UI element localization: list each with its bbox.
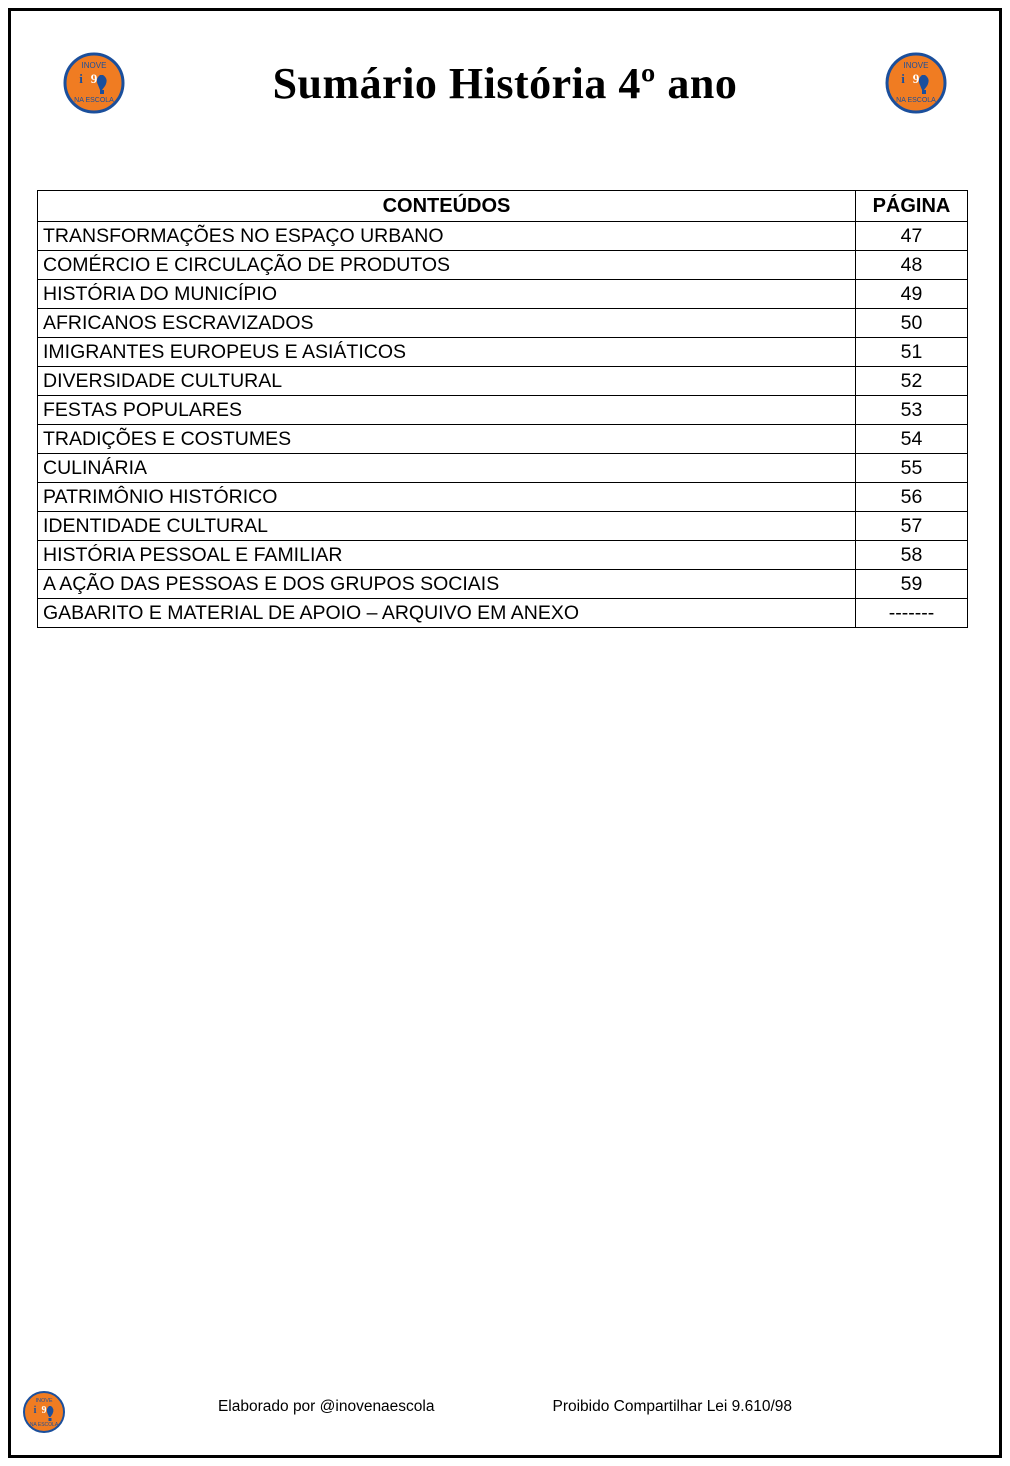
svg-text:NA ESCOLA: NA ESCOLA — [896, 97, 936, 104]
svg-text:NA ESCOLA: NA ESCOLA — [29, 1422, 59, 1428]
table-row — [38, 541, 968, 570]
svg-text:9: 9 — [41, 1405, 47, 1416]
table-row — [38, 599, 968, 628]
document-footer — [8, 1380, 1002, 1458]
row-page: 50 — [856, 309, 968, 338]
table-row — [38, 425, 968, 454]
row-page: 48 — [856, 251, 968, 280]
table-row — [38, 512, 968, 541]
row-content: TRANSFORMAÇÕES NO ESPAÇO URBANO — [38, 222, 856, 251]
row-content: PATRIMÔNIO HISTÓRICO — [38, 483, 856, 512]
row-page: 55 — [856, 454, 968, 483]
footer-credit: Elaborado por @inovenaescola — [217, 1398, 435, 1415]
column-header-content: CONTEÚDOS — [38, 191, 856, 222]
document-header — [8, 8, 1002, 158]
row-page: 57 — [856, 512, 968, 541]
row-content: GABARITO E MATERIAL DE APOIO – ARQUIVO EM ANEXO — [38, 599, 856, 628]
svg-text:i: i — [901, 71, 905, 86]
table-body — [38, 222, 968, 628]
page-title: Sumário História 4º ano — [272, 58, 738, 108]
summary-table — [37, 190, 968, 628]
lightbulb-badge-logo-right — [885, 52, 947, 114]
row-page: 47 — [856, 222, 968, 251]
svg-text:i: i — [33, 1405, 37, 1416]
row-content: AFRICANOS ESCRAVIZADOS — [38, 309, 856, 338]
footer-text-row — [8, 1398, 1002, 1416]
row-content: CULINÁRIA — [38, 454, 856, 483]
svg-text:INOVE: INOVE — [35, 1398, 53, 1404]
row-page: ------- — [856, 599, 968, 628]
table-header-row — [38, 191, 968, 222]
row-page: 51 — [856, 338, 968, 367]
svg-text:i: i — [79, 71, 83, 86]
row-content: HISTÓRIA PESSOAL E FAMILIAR — [38, 541, 856, 570]
row-page: 52 — [856, 367, 968, 396]
table-row — [38, 570, 968, 599]
row-page: 49 — [856, 280, 968, 309]
row-content: HISTÓRIA DO MUNICÍPIO — [38, 280, 856, 309]
row-content: A AÇÃO DAS PESSOAS E DOS GRUPOS SOCIAIS — [38, 570, 856, 599]
row-page: 58 — [856, 541, 968, 570]
lightbulb-badge-logo-left — [63, 52, 125, 114]
table-row — [38, 454, 968, 483]
svg-text:INOVE: INOVE — [81, 61, 107, 70]
row-content: COMÉRCIO E CIRCULAÇÃO DE PRODUTOS — [38, 251, 856, 280]
row-content: FESTAS POPULARES — [38, 396, 856, 425]
table-row — [38, 396, 968, 425]
table-row — [38, 367, 968, 396]
row-page: 54 — [856, 425, 968, 454]
table-row — [38, 251, 968, 280]
svg-text:INOVE: INOVE — [903, 61, 929, 70]
svg-text:9: 9 — [912, 71, 920, 86]
svg-text:NA ESCOLA: NA ESCOLA — [74, 97, 114, 104]
row-content: DIVERSIDADE CULTURAL — [38, 367, 856, 396]
row-content: TRADIÇÕES E COSTUMES — [38, 425, 856, 454]
row-page: 53 — [856, 396, 968, 425]
row-page: 59 — [856, 570, 968, 599]
footer-notice: Proibido Compartilhar Lei 9.610/98 — [552, 1398, 793, 1415]
table-row — [38, 309, 968, 338]
table-row — [38, 280, 968, 309]
table-row — [38, 338, 968, 367]
svg-text:9: 9 — [90, 71, 98, 86]
row-content: IDENTIDADE CULTURAL — [38, 512, 856, 541]
table-row — [38, 222, 968, 251]
table-row — [38, 483, 968, 512]
row-content: IMIGRANTES EUROPEUS E ASIÁTICOS — [38, 338, 856, 367]
row-page: 56 — [856, 483, 968, 512]
column-header-page: PÁGINA — [856, 191, 968, 222]
